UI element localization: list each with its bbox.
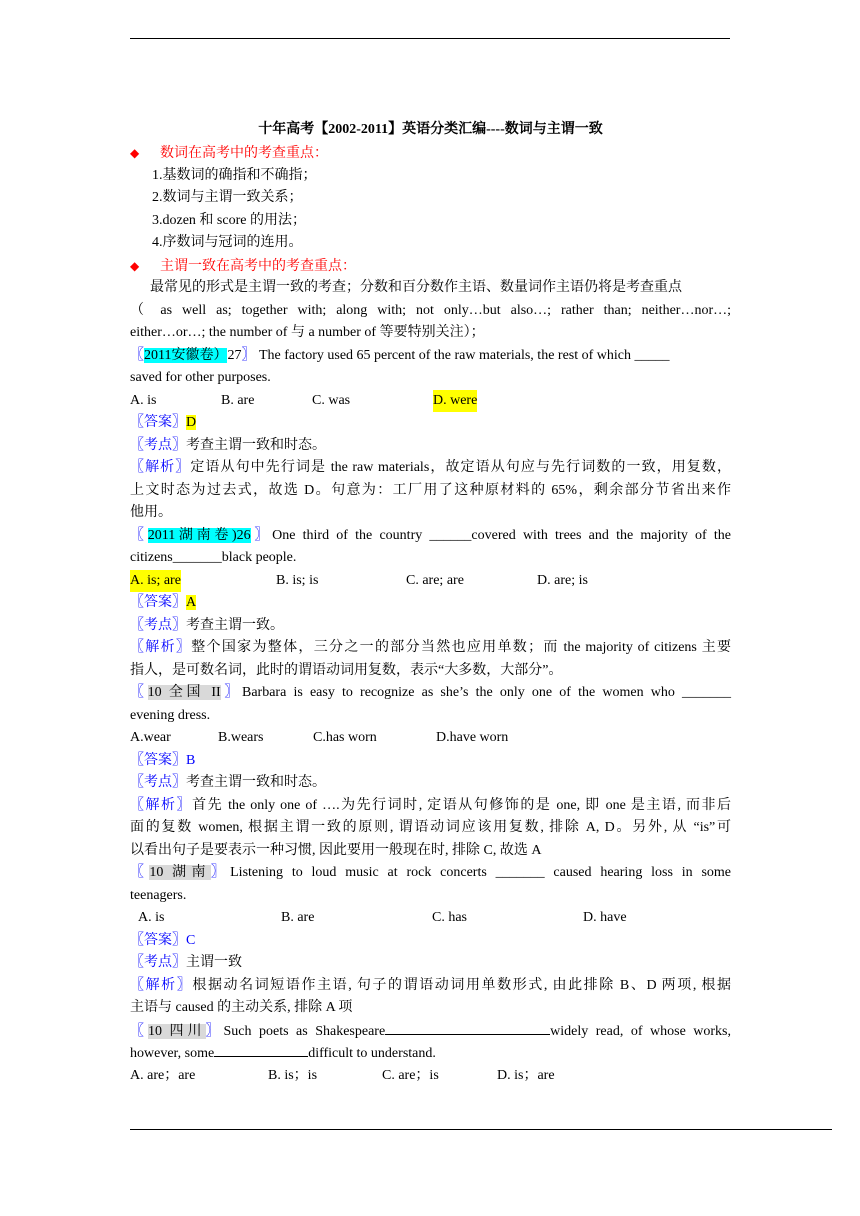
- question-source: 10 湖南: [149, 865, 211, 880]
- answer-line: 〖答案〗B: [130, 752, 196, 768]
- option: B. are: [221, 392, 255, 408]
- option: A. is: [130, 392, 157, 408]
- answer-blank: [214, 1042, 308, 1057]
- point-line: 〖考点〗主谓一致: [130, 955, 242, 970]
- footer-rule: [130, 1129, 832, 1130]
- option: B.wears: [218, 730, 264, 745]
- option: A. are；are: [130, 1067, 196, 1083]
- section1-heading: ◆ 数词在高考中的考查重点：: [130, 142, 731, 165]
- point-line: 〖考点〗考查主谓一致。: [130, 617, 284, 633]
- question-source: 2011安徽卷）: [144, 347, 228, 363]
- question-stem: teenagers.: [130, 887, 187, 903]
- section2-heading: ◆ 主谓一致在高考中的考查重点：: [130, 255, 731, 278]
- header-rule: [130, 38, 730, 39]
- option: C. are；is: [382, 1067, 439, 1083]
- answer-line: 〖答案〗D: [130, 415, 197, 430]
- option: B. are: [281, 910, 315, 925]
- analysis-line: 上文时态为过去式，故选 D。句意为：工厂用了这种原材料的 65%，剩余部分节省出来作: [130, 482, 731, 498]
- list-item: 3.dozen 和 score 的用法；: [152, 212, 306, 228]
- analysis-line: 主语与 caused 的主动关系, 排除 A 项: [130, 1000, 353, 1015]
- question-source: 2011湖南卷)26: [147, 527, 251, 543]
- document-body: [130, 118, 731, 1087]
- option: D. is；are: [497, 1067, 555, 1083]
- option-correct: D. were: [433, 390, 477, 413]
- question-stem: however, some difficult to understand.: [130, 1042, 731, 1065]
- answer-value: A: [186, 595, 197, 610]
- option: C. has: [432, 910, 467, 925]
- question-stem: 〖2011安徽卷）27〗 The factory used 65 percent of the raw materials, the rest of which _____: [130, 347, 670, 363]
- answer-line: 〖答案〗A: [130, 595, 197, 610]
- analysis-line: 指人，是可数名词，此时的谓语动词用复数，表示“大多数，大部分”。: [130, 662, 563, 678]
- analysis-line: 〖解析〗整个国家为整体，三分之一的部分当然也应用单数；而 the majority of citizens 主要: [130, 640, 731, 655]
- option: D.have worn: [436, 730, 509, 745]
- question-stem: 〖10 湖南〗Listening to loud music at rock concerts _______ caused hearing loss in some: [130, 865, 732, 880]
- answer-value: D: [186, 415, 197, 430]
- options-row: [130, 570, 731, 593]
- question-stem: 〖10 全国 II〗Barbara is easy to recognize as she’s the only one of the women who _______: [130, 685, 732, 700]
- option-correct: A. is; are: [130, 570, 181, 593]
- paragraph-line: 最常见的形式是主谓一致的考查；分数和百分数作主语、数量词作主语仍将是考查重点: [150, 280, 682, 295]
- question-stem: evening dress.: [130, 707, 211, 723]
- option: C. was: [312, 392, 351, 408]
- analysis-line: 他用。: [130, 505, 172, 520]
- analysis-line: 〖解析〗定语从句中先行词是 the raw materials，故定语从句应与先行词数的一致，用复数，: [130, 460, 731, 475]
- options-row: [130, 907, 731, 930]
- answer-value: B: [186, 752, 196, 768]
- option: A. is: [138, 910, 165, 925]
- option: B. is；is: [268, 1067, 318, 1083]
- analysis-line: 〖解析〗根据动名词短语作主语, 句子的谓语动词用单数形式, 由此排除 B、D 两项, 根据: [130, 977, 731, 993]
- analysis-line: 面的复数 women, 根据主谓一致的原则, 谓语动词应该用复数, 排除 A, D。另外, 从 “is”可: [130, 820, 731, 835]
- paragraph-line: either…or…; the number of 与 a number of 等要特别关注）；: [130, 325, 485, 340]
- diamond-bullet-icon: ◆: [130, 258, 140, 273]
- option: D. have: [583, 910, 627, 925]
- point-line: 〖考点〗考查主谓一致和时态。: [130, 775, 326, 790]
- analysis-line: 以看出句子是要表示一种习惯, 因此要用一般现在时, 排除 C, 故选 A: [130, 842, 542, 858]
- option: C.has worn: [313, 730, 377, 745]
- answer-blank: [385, 1020, 550, 1035]
- list-item: 4.序数词与冠词的连用。: [152, 235, 303, 250]
- question-stem: saved for other purposes.: [130, 370, 271, 385]
- question-stem: citizens_______black people.: [130, 550, 297, 565]
- option: D. are; is: [537, 572, 588, 588]
- paragraph-line: （ as well as; together with; along with; not only…but also…; rather than; neither…nor…;: [130, 302, 731, 318]
- point-line: 〖考点〗考查主谓一致和时态。: [130, 437, 326, 453]
- diamond-bullet-icon: ◆: [130, 146, 140, 160]
- question-stem: 〖2011湖南卷)26〗One third of the country ______covered with trees and the majority of the: [130, 527, 732, 543]
- options-row: [130, 1065, 731, 1088]
- question-source: 10 全国 II: [147, 685, 221, 700]
- options-row: [130, 390, 731, 413]
- option: C. are; are: [406, 572, 464, 588]
- question-stem: 〖10 四川〗Such poets as Shakespeare widely read, of whose works,: [130, 1020, 731, 1043]
- answer-value: C: [186, 932, 196, 948]
- list-item: 1.基数词的确指和不确指；: [152, 167, 317, 183]
- answer-line: 〖答案〗C: [130, 932, 196, 948]
- question-source: 10 四川: [148, 1023, 206, 1039]
- list-item: 2.数词与主谓一致关系；: [152, 190, 303, 205]
- page-title: 十年高考【2002-2011】英语分类汇编----数词与主谓一致: [258, 122, 603, 137]
- option: A.wear: [130, 730, 171, 745]
- option: B. is; is: [276, 572, 319, 588]
- options-row: [130, 727, 731, 750]
- analysis-line: 〖解析〗首先 the only one of ….为先行词时, 定语从句修饰的是 one, 即 one 是主语, 而非后: [130, 797, 732, 813]
